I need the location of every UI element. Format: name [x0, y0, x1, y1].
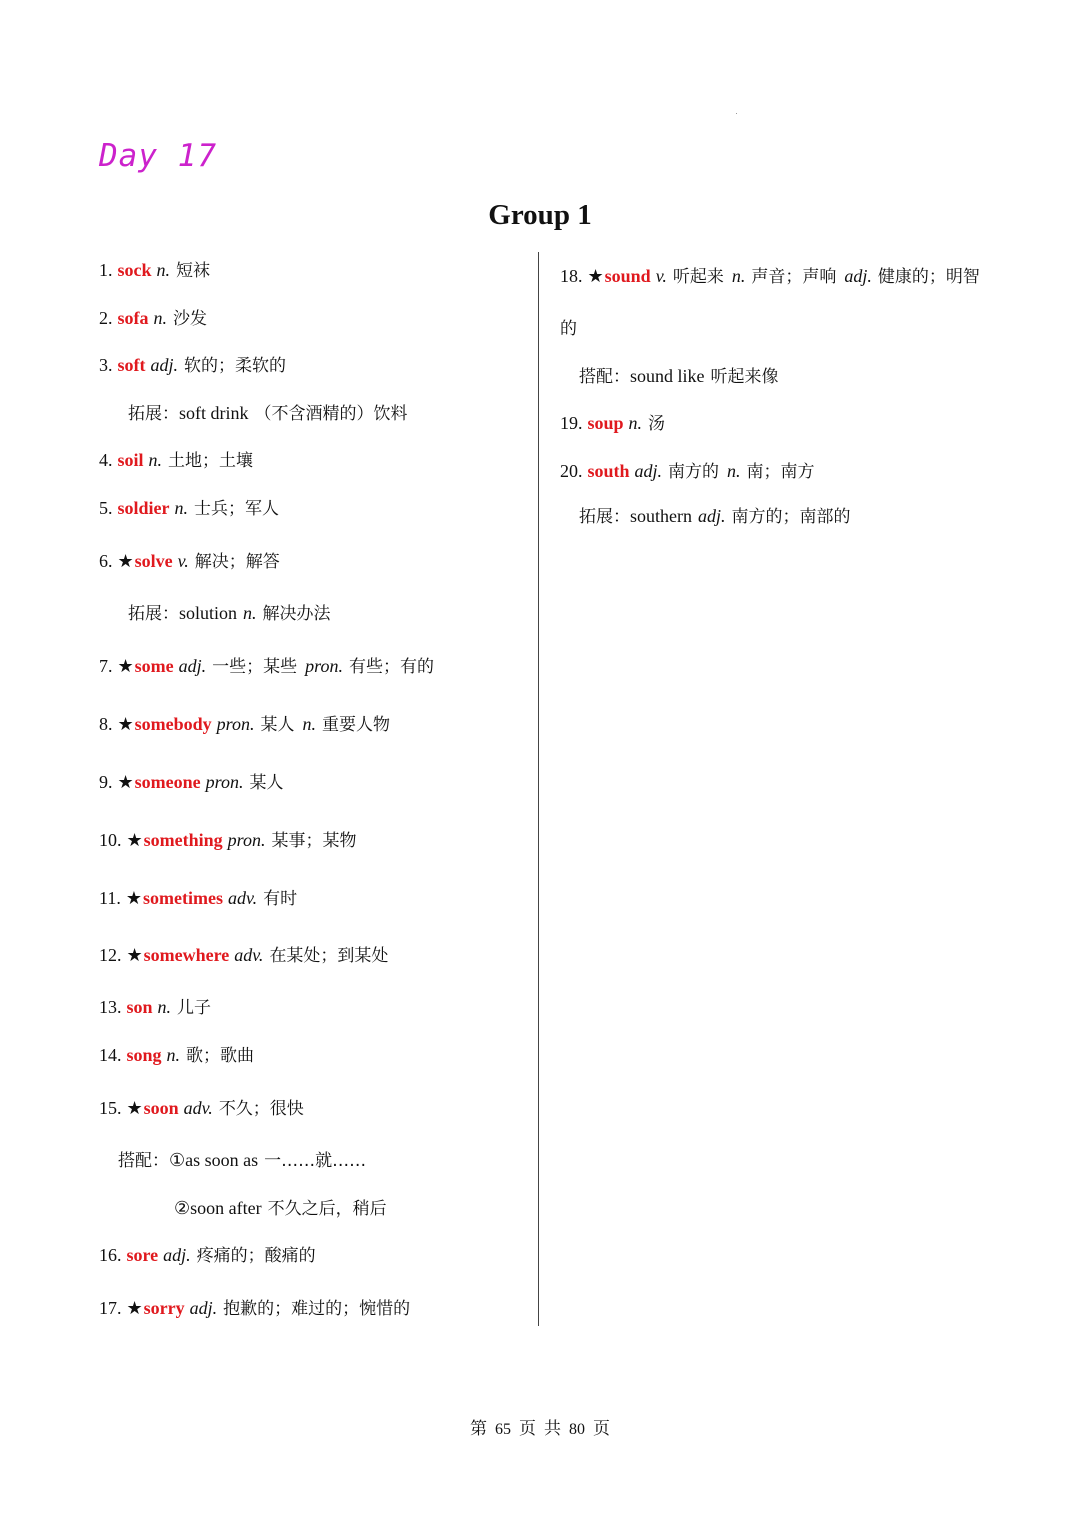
- headword: sock: [117, 260, 152, 280]
- vocab-entry: 6. ★solve v. 解决；解答: [99, 551, 280, 572]
- headword: south: [587, 461, 630, 481]
- vocab-entry: 14. song n. 歌；歌曲: [99, 1045, 255, 1066]
- vocab-entry: 3. soft adj. 软的；柔软的: [99, 355, 287, 376]
- group-title: Group 1: [488, 199, 592, 231]
- star-icon: ★: [117, 656, 134, 676]
- vocab-entry: 10. ★something pron. 某事；某物: [99, 830, 357, 851]
- headword: somewhere: [143, 945, 230, 965]
- collocation-note: 搭配：①as soon as 一……就……: [118, 1150, 367, 1171]
- vocab-entry: 16. sore adj. 疼痛的；酸痛的: [99, 1245, 316, 1266]
- star-icon: ★: [117, 551, 134, 571]
- vocab-entry: 17. ★sorry adj. 抱歉的；难过的；惋惜的: [99, 1298, 411, 1319]
- vocab-entry: 4. soil n. 土地；土壤: [99, 450, 254, 471]
- page-number: 65: [495, 1421, 511, 1438]
- headword: soup: [587, 413, 624, 433]
- headword: some: [134, 656, 174, 676]
- headword: soil: [117, 450, 144, 470]
- headword: song: [126, 1045, 162, 1065]
- headword: sofa: [117, 308, 149, 328]
- vocab-entry: 7. ★some adj. 一些；某些 pron. 有些；有的: [99, 656, 434, 677]
- vocab-entry: 18. ★sound v. 听起来 n. 声音；声响 adj. 健康的；明智: [560, 266, 980, 287]
- stray-dot: [736, 113, 737, 114]
- day-title: Day 17: [99, 138, 217, 174]
- star-icon: ★: [117, 714, 134, 734]
- vocab-entry: 5. soldier n. 士兵；军人: [99, 498, 279, 519]
- column-divider: [538, 252, 539, 1326]
- headword: soon: [143, 1098, 179, 1118]
- headword: sorry: [143, 1298, 185, 1318]
- headword: son: [126, 997, 153, 1017]
- headword: sometimes: [142, 888, 223, 908]
- star-icon: ★: [126, 1098, 143, 1118]
- headword: solve: [134, 551, 173, 571]
- headword: soldier: [117, 498, 170, 518]
- headword: something: [143, 830, 223, 850]
- vocab-entry: 19. soup n. 汤: [560, 413, 666, 434]
- headword: somebody: [134, 714, 212, 734]
- vocab-entry: 1. sock n. 短袜: [99, 260, 211, 281]
- star-icon: ★: [125, 888, 142, 908]
- vocab-entry: 9. ★someone pron. 某人: [99, 772, 284, 793]
- headword: someone: [134, 772, 201, 792]
- collocation-note: 搭配：sound like 听起来像: [579, 366, 779, 387]
- headword: sore: [126, 1245, 159, 1265]
- headword: sound: [604, 266, 651, 286]
- vocab-entry-continuation: 的: [560, 319, 577, 339]
- page-footer: 第 65 页 共 80 页: [470, 1419, 610, 1439]
- total-pages: 80: [569, 1421, 585, 1438]
- extension-note: 拓展：solution n. 解决办法: [128, 603, 331, 624]
- vocab-entry: 12. ★somewhere adv. 在某处；到某处: [99, 945, 389, 966]
- vocab-entry: 15. ★soon adv. 不久；很快: [99, 1098, 304, 1119]
- star-icon: ★: [126, 830, 143, 850]
- vocab-entry: 2. sofa n. 沙发: [99, 308, 207, 329]
- vocab-entry: 11. ★sometimes adv. 有时: [99, 888, 298, 909]
- star-icon: ★: [126, 1298, 143, 1318]
- extension-note: 拓展：southern adj. 南方的；南部的: [579, 506, 851, 527]
- extension-note: 拓展：soft drink （不含酒精的）饮料: [128, 403, 408, 424]
- headword: soft: [117, 355, 146, 375]
- collocation-note: ②soon after 不久之后，稍后: [174, 1198, 387, 1219]
- star-icon: ★: [117, 772, 134, 792]
- vocab-entry: 13. son n. 儿子: [99, 997, 212, 1018]
- star-icon: ★: [126, 945, 143, 965]
- vocab-entry: 20. south adj. 南方的 n. 南；南方: [560, 461, 815, 482]
- star-icon: ★: [587, 266, 604, 286]
- vocab-entry: 8. ★somebody pron. 某人 n. 重要人物: [99, 714, 390, 735]
